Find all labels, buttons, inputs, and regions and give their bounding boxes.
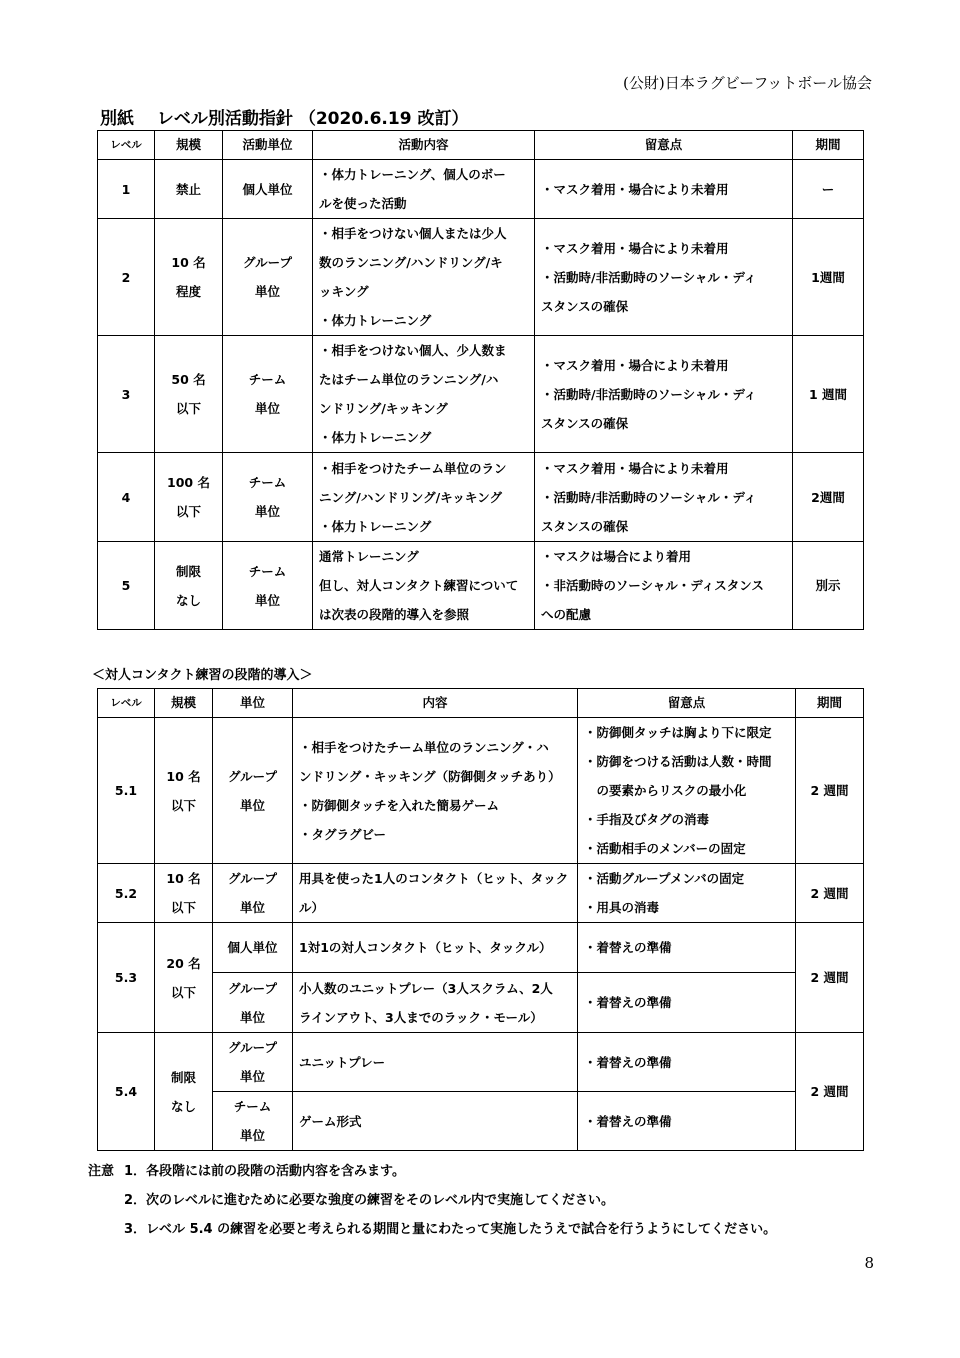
notes-cell: ・マスク着用・場合により未着用 ・活動時/非活動時のソーシャル・ディ スタンスの確保 — [535, 219, 793, 336]
notes-cell: ・マスク着用・場合により未着用 ・活動時/非活動時のソーシャル・ディ スタンスの確保 — [535, 453, 793, 542]
table-row — [98, 1033, 864, 1092]
notes-cell: ・防御側タッチは胸より下に限定 ・防御をつける活動は人数・時間 の要素からリスクの最小化 ・手指及びタグの消毒 ・活動相手のメンバーの固定 — [578, 718, 796, 864]
level-cell: 3 — [98, 336, 155, 453]
table-header-row — [98, 131, 864, 160]
notes-cell: ・着替えの準備 — [578, 1033, 796, 1092]
table-row — [98, 718, 864, 864]
content-cell: 1対1の対人コンタクト（ヒット、タックル） — [293, 923, 578, 973]
unit-cell: チーム 単位 — [223, 542, 313, 630]
contact-practice-title: ＜対人コンタクト練習の段階的導入＞ — [92, 668, 313, 683]
period-cell: 2 週間 — [796, 923, 864, 1033]
table-header-row — [98, 689, 864, 718]
table-row — [98, 973, 864, 1033]
unit-cell: チーム 単位 — [223, 453, 313, 542]
unit-cell: 個人単位 — [223, 160, 313, 219]
scale-cell: 100 名 以下 — [155, 453, 223, 542]
level-cell: 5.2 — [98, 864, 155, 923]
level-cell: 5 — [98, 542, 155, 630]
column-header-content: 活動内容 — [313, 131, 535, 160]
column-header-unit: 活動単位 — [223, 131, 313, 160]
unit-cell: チーム 単位 — [213, 1092, 293, 1151]
column-header-scale: 規模 — [155, 131, 223, 160]
table-row — [98, 923, 864, 973]
content-cell: 通常トレーニング 但し、対人コンタクト練習について は次表の段階的導入を参照 — [313, 542, 535, 630]
organization-name: (公財)日本ラグビーフットボール協会 — [622, 74, 872, 92]
table-row — [98, 336, 864, 453]
scale-cell: 20 名 以下 — [155, 923, 213, 1033]
scale-cell: 制限 なし — [155, 542, 223, 630]
column-header-unit: 単位 — [213, 689, 293, 718]
notes-lead: 注意 — [88, 1164, 115, 1179]
table-row — [98, 453, 864, 542]
column-header-period: 期間 — [796, 689, 864, 718]
notes-cell: ・マスク着用・場合により未着用 — [535, 160, 793, 219]
content-cell: ・相手をつけたチーム単位のランニング・ハ ンドリング・キッキング（防御側タッチあり） ・防御側タッチを入れた簡易ゲーム ・タグラグビー — [293, 718, 578, 864]
note-item — [88, 1157, 776, 1186]
level-cell: 4 — [98, 453, 155, 542]
column-header-notes: 留意点 — [578, 689, 796, 718]
content-cell: 用具を使った1人のコンタクト（ヒット、タック ル） — [293, 864, 578, 923]
scale-cell: 禁止 — [155, 160, 223, 219]
content-cell: ユニットプレー — [293, 1033, 578, 1092]
scale-cell: 50 名 以下 — [155, 336, 223, 453]
column-header-level: レベル — [98, 131, 155, 160]
level-cell: 5.4 — [98, 1033, 155, 1151]
table-row — [98, 864, 864, 923]
column-header-period: 期間 — [793, 131, 864, 160]
note-item — [88, 1186, 776, 1215]
column-header-notes: 留意点 — [535, 131, 793, 160]
unit-cell: グループ 単位 — [213, 973, 293, 1033]
scale-cell: 10 名 以下 — [155, 864, 213, 923]
notes-cell: ・着替えの準備 — [578, 923, 796, 973]
unit-cell: グループ 単位 — [213, 1033, 293, 1092]
notes-cell: ・着替えの準備 — [578, 1092, 796, 1151]
note-text: 2．次のレベルに進むために必要な強度の練習をそのレベル内で実施してください。 — [124, 1193, 615, 1208]
scale-cell: 10 名 程度 — [155, 219, 223, 336]
level-cell: 5.3 — [98, 923, 155, 1033]
note-item — [88, 1215, 776, 1244]
notes-cell: ・マスクは場合により着用 ・非活動時のソーシャル・ディスタンス への配慮 — [535, 542, 793, 630]
notes-cell: ・マスク着用・場合により未着用 ・活動時/非活動時のソーシャル・ディ スタンスの確保 — [535, 336, 793, 453]
period-cell: 2 週間 — [796, 1033, 864, 1151]
period-cell: ー — [793, 160, 864, 219]
scale-cell: 10 名 以下 — [155, 718, 213, 864]
content-cell: 小人数のユニットプレー（3人スクラム、2人 ラインアウト、3人までのラック・モール） — [293, 973, 578, 1033]
unit-cell: グループ 単位 — [223, 219, 313, 336]
period-cell: 2 週間 — [796, 864, 864, 923]
activity-level-table — [97, 130, 864, 630]
note-text: 3．レベル 5.4 の練習を必要と考えられる期間と量にわたって実施したうえで試合を行うようにしてください。 — [124, 1222, 777, 1237]
notes-cell: ・着替えの準備 — [578, 973, 796, 1033]
level-cell: 5.1 — [98, 718, 155, 864]
table-row — [98, 160, 864, 219]
column-header-level: レベル — [98, 689, 155, 718]
period-cell: 1 週間 — [793, 336, 864, 453]
table-row — [98, 219, 864, 336]
notes-section — [88, 1157, 776, 1244]
contact-practice-table — [97, 688, 864, 1151]
column-header-content: 内容 — [293, 689, 578, 718]
unit-cell: グループ 単位 — [213, 718, 293, 864]
page-number: 8 — [864, 1254, 874, 1272]
level-cell: 2 — [98, 219, 155, 336]
content-cell: ゲーム形式 — [293, 1092, 578, 1151]
unit-cell: グループ 単位 — [213, 864, 293, 923]
period-cell: 1週間 — [793, 219, 864, 336]
note-text: 1．各段階には前の段階の活動内容を含みます。 — [124, 1164, 406, 1179]
period-cell: 別示 — [793, 542, 864, 630]
scale-cell: 制限 なし — [155, 1033, 213, 1151]
table-row — [98, 1092, 864, 1151]
level-cell: 1 — [98, 160, 155, 219]
unit-cell: チーム 単位 — [223, 336, 313, 453]
column-header-scale: 規模 — [155, 689, 213, 718]
unit-cell: 個人単位 — [213, 923, 293, 973]
content-cell: ・体力トレーニング、個人のボー ルを使った活動 — [313, 160, 535, 219]
period-cell: 2週間 — [793, 453, 864, 542]
content-cell: ・相手をつけない個人、少人数ま たはチーム単位のランニング/ハ ンドリング/キッキング ・体力トレーニング — [313, 336, 535, 453]
notes-cell: ・活動グループメンバの固定 ・用具の消毒 — [578, 864, 796, 923]
page-title: 別紙 レベル別活動指針 （2020.6.19 改訂） — [100, 109, 469, 129]
table-row — [98, 542, 864, 630]
period-cell: 2 週間 — [796, 718, 864, 864]
content-cell: ・相手をつけない個人または少人 数のランニング/ハンドリング/キ ッキング ・体力トレーニング — [313, 219, 535, 336]
content-cell: ・相手をつけたチーム単位のラン ニング/ハンドリング/キッキング ・体力トレーニング — [313, 453, 535, 542]
